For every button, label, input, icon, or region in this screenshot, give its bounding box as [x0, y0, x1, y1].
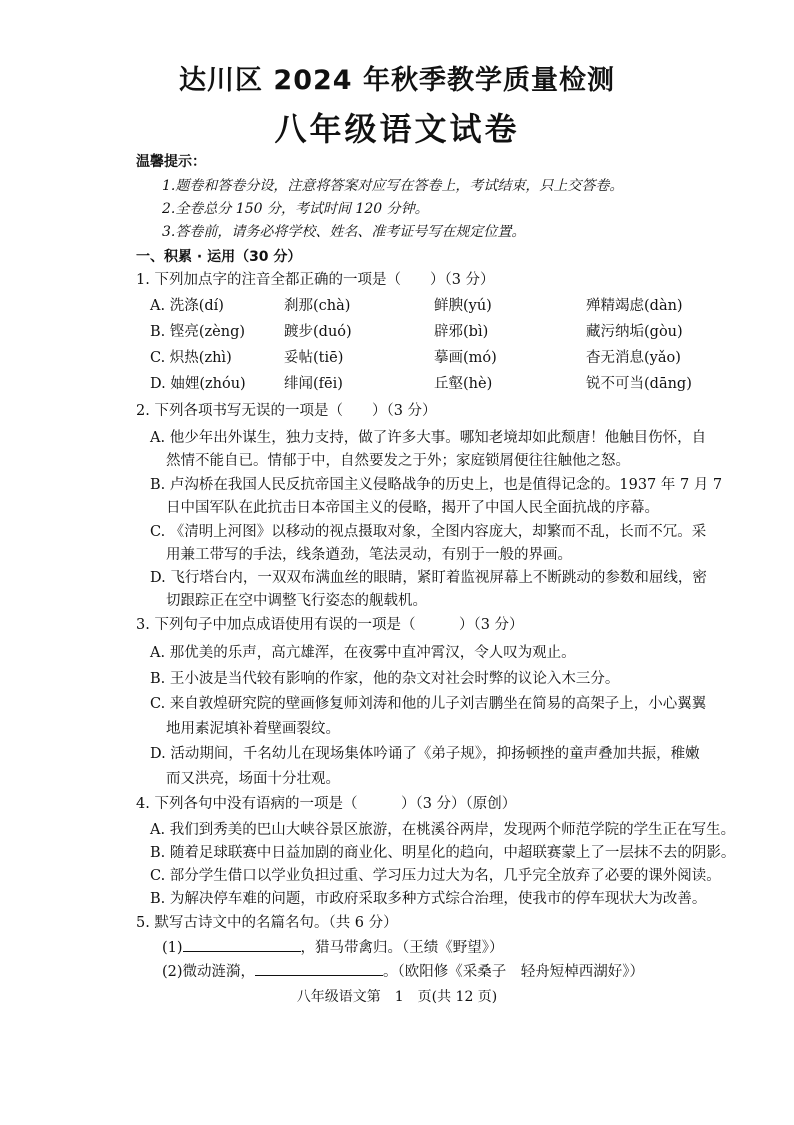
q3-option-line: 而又洪亮，场面十分壮观。 — [166, 771, 340, 787]
question-5-stem: 5. 默写古诗文中的名篇名句。（共 6 分） — [136, 915, 398, 931]
q3-option-line: A. 那优美的乐声，高亢雄浑，在夜雾中直冲霄汉，令人叹为观止。 — [150, 645, 576, 661]
notice-item: 2.全卷总分 150 分，考试时间 120 分钟。 — [162, 201, 429, 217]
q1-option: C. 炽热(zhì) — [150, 350, 232, 366]
answer-blank-1[interactable] — [183, 937, 301, 952]
exam-title: 达川区 2024 年秋季教学质量检测 — [179, 65, 615, 96]
section-title: 一、积累 · 运用（30 分） — [136, 249, 302, 265]
q2-option-line: C. 《清明上河图》以移动的视点摄取对象，全图内容庞大，却繁而不乱，长而不冗。采 — [150, 524, 707, 540]
q3-option-line: C. 来自敦煌研究院的壁画修复师刘涛和他的儿子刘吉鹏坐在简易的高架子上，小心翼翼 — [150, 696, 707, 712]
exam-subtitle: 八年级语文试卷 — [274, 110, 520, 148]
q3-option-line: 地用素泥填补着壁画裂纹。 — [166, 721, 340, 737]
notice-label: 温馨提示： — [136, 154, 206, 170]
q2-option-line: 用兼工带写的手法，线条遒劲，笔法灵动，有别于一般的界画。 — [166, 547, 572, 563]
q2-option-line: B. 卢沟桥在我国人民反抗帝国主义侵略战争的历史上，也是值得记念的。1937 年 7 月 7 — [150, 477, 723, 493]
q1-option: 踱步(duó) — [284, 324, 352, 340]
q2-option-line: 然情不能自已。情郁于中，自然要发之于外；家庭锁屑便往往触他之怒。 — [166, 453, 630, 469]
q1-option: D. 妯娌(zhóu) — [150, 376, 246, 392]
q1-option: 杳无消息(yǎo) — [586, 350, 681, 366]
page-footer: 八年级语文第 1 页(共 12 页) — [296, 989, 498, 1005]
q1-option: A. 洗涤(dí) — [150, 298, 224, 314]
q1-option: 摹画(mó) — [434, 350, 497, 366]
q5-line-1 — [162, 937, 504, 958]
notice-item: 1.题卷和答卷分设，注意将答案对应写在答卷上，考试结束，只上交答卷。 — [162, 178, 624, 194]
q1-option: 辟邪(bì) — [434, 324, 489, 340]
q4-option: C. 部分学生借口以学业负担过重、学习压力过大为名，几乎完全放弃了必要的课外阅读。 — [150, 868, 721, 884]
q1-option: 藏污纳垢(gòu) — [586, 324, 683, 340]
q1-option: 刹那(chà) — [284, 298, 351, 314]
q5-line-2 — [162, 961, 644, 982]
question-1-stem: 1. 下列加点字的注音全都正确的一项是（ ）（3 分） — [136, 272, 495, 288]
q5-line-1-suffix: ，猎马带禽归。（王绩《野望》） — [300, 940, 504, 956]
q1-option: 殚精竭虑(dàn) — [586, 298, 683, 314]
q1-option: 丘壑(hè) — [434, 376, 493, 392]
notice-item: 3.答卷前，请务必将学校、姓名、准考证号写在规定位置。 — [162, 224, 526, 240]
answer-blank-2[interactable] — [255, 961, 383, 976]
q4-option: B. 随着足球联赛中日益加剧的商业化、明星化的趋向，中超联赛蒙上了一层抹不去的阴影。 — [150, 845, 736, 861]
q2-option-line: A. 他少年出外谋生，独力支持，做了许多大事。哪知老境却如此颓唐！他触目伤怀，自 — [150, 430, 707, 446]
q2-option-line: D. 飞行塔台内，一双双布满血丝的眼睛，紧盯着监视屏幕上不断跳动的参数和屈线，密 — [150, 570, 707, 586]
question-3-stem: 3. 下列句子中加点成语使用有误的一项是（ ）（3 分） — [136, 617, 524, 633]
q4-option: B. 为解决停车难的问题，市政府采取多种方式综合治理，使我市的停车现状大为改善。 — [150, 891, 707, 907]
q2-option-line: 切跟踪正在空中调整飞行姿态的舰载机。 — [166, 593, 427, 609]
q3-option-line: B. 王小波是当代较有影响的作家，他的杂文对社会时弊的议论入木三分。 — [150, 671, 620, 687]
q1-option: 绯闻(fēi) — [284, 376, 343, 392]
q5-line-2-prefix: (2)微动涟漪， — [162, 964, 256, 980]
q1-option: 锐不可当(dāng) — [586, 376, 692, 392]
q3-option-line: D. 活动期间，千名幼儿在现场集体吟诵了《弟子规》，抑扬顿挫的童声叠加共振，稚嫩 — [150, 746, 700, 762]
question-2-stem: 2. 下列各项书写无误的一项是（ ）（3 分） — [136, 403, 437, 419]
q1-option: 妥帖(tiē) — [284, 350, 344, 366]
q1-option: B. 铿亮(zèng) — [150, 324, 246, 340]
q1-option: 鲜腴(yú) — [434, 298, 492, 314]
question-4-stem: 4. 下列各句中没有语病的一项是（ ）（3 分）（原创） — [136, 796, 517, 812]
q4-option: A. 我们到秀美的巴山大峡谷景区旅游，在桃溪谷两岸，发现两个师范学院的学生正在写生。 — [150, 822, 736, 838]
q5-line-1-prefix: (1) — [162, 940, 183, 956]
q5-line-2-suffix: 。（欧阳修《采桑子 轻舟短棹西湖好》） — [383, 964, 645, 980]
q2-option-line: 日中国军队在此抗击日本帝国主义的侵略，揭开了中国人民全面抗战的序幕。 — [166, 500, 659, 516]
